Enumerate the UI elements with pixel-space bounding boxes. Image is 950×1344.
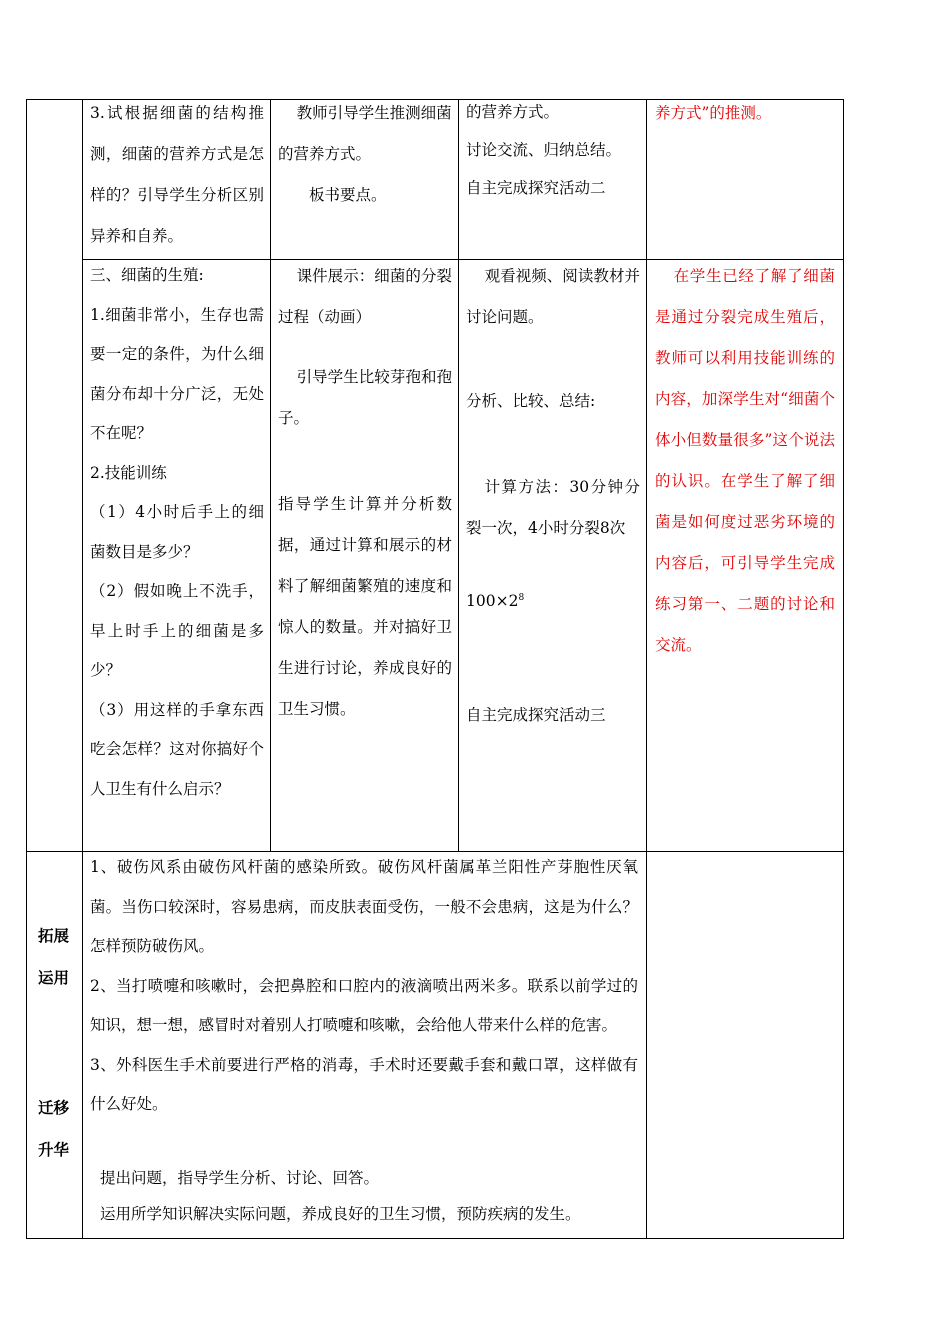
reproduction-questions: 三、细菌的生殖: 1.细菌非常小，生存也需要一定的条件，为什么细菌分布却十分广泛，无处不在呢？ 2.技能训练 （1）4小时后手上的细菌数目是多少？ （2）假如晚上不洗手，早上时手上的细菌是多少？ （3）用这样的手拿东西吃会怎样？这对你搞好个人卫生有什么启示？ xyxy=(90,256,264,809)
extension-questions xyxy=(90,848,638,1125)
col-divider-2 xyxy=(270,99,271,852)
table-right-border xyxy=(843,99,844,1239)
extension-item: 2、当打喷嚏和咳嗽时，会把鼻腔和口腔内的液滴喷出两米多。联系以前学过的知识，想一想，感冒时对着别人打喷嚏和咳嗽，会给他人带来什么样的危害。 xyxy=(90,976,638,1034)
extension-item: 1、破伤风系由破伤风杆菌的感染所致。破伤风杆菌属革兰阳性产芽胞性厌氧菌。当伤口较深时，容易患病，而皮肤表面受伤，一般不会患病，这是为什么？怎样预防破伤风。 xyxy=(90,858,638,955)
top-row-note: 养方式”的推测。 xyxy=(655,104,772,122)
reproduction-student-3: 计算方法：30分钟分裂一次，4小时分裂8次 xyxy=(466,478,640,537)
reproduction-teacher-1: 课件展示：细菌的分裂过程（动画） xyxy=(278,267,452,326)
top-row-teacher: 教师引导学生推测细菌的营养方式。 板书要点。 xyxy=(278,104,452,204)
extension-note-2: 运用所学知识解决实际问题，养成良好的卫生习惯，预防疾病的发生。 xyxy=(100,1205,581,1223)
top-row-question: 3.试根据细菌的结构推测，细菌的营养方式是怎样的？引导学生分析区别异养和自养。 xyxy=(90,104,264,245)
table-left-border xyxy=(26,99,27,1239)
table-bottom-border xyxy=(26,1238,844,1239)
extension-note-1: 提出问题，指导学生分析、讨论、回答。 xyxy=(100,1169,380,1187)
reproduction-teacher-3: 指导学生计算并分析数据，通过计算和展示的材料了解细菌繁殖的速度和惊人的数量。并对搞好卫生进行讨论，养成良好的卫生习惯。 xyxy=(278,495,452,718)
col-divider-3 xyxy=(458,99,459,852)
section-label-extension: 拓展 运用 xyxy=(38,927,70,987)
top-row-student: 的营养方式。 讨论交流、归纳总结。 自主完成探究活动二 xyxy=(466,103,622,197)
reproduction-student-1: 观看视频、阅读教材并讨论问题。 xyxy=(466,267,640,326)
col-divider-4 xyxy=(646,99,647,1239)
reproduction-note: 在学生已经了解了细菌是通过分裂完成生殖后，教师可以利用技能训练的内容，加深学生对“细菌个体小但数量很多”这个说法的认识。在学生了解了细菌是如何度过恶劣环境的内容后，可引导学生完成练习第一、二题的讨论和交流。 xyxy=(655,267,835,654)
reproduction-teacher-2: 引导学生比较芽孢和孢子。 xyxy=(278,368,452,427)
col-divider-1 xyxy=(82,99,83,1239)
reproduction-student-4: 自主完成探究活动三 xyxy=(466,706,606,724)
reproduction-student-2: 分析、比较、总结: xyxy=(466,392,596,410)
growth-formula: $100\times 2^8$ xyxy=(466,592,525,610)
extension-item: 3、外科医生手术前要进行严格的消毒，手术时还要戴手套和戴口罩，这样做有什么好处。 xyxy=(90,1055,638,1113)
section-label-transfer: 迁移 升华 xyxy=(38,1099,70,1159)
reproduction-heading: 三、细菌的生殖: xyxy=(90,266,204,284)
